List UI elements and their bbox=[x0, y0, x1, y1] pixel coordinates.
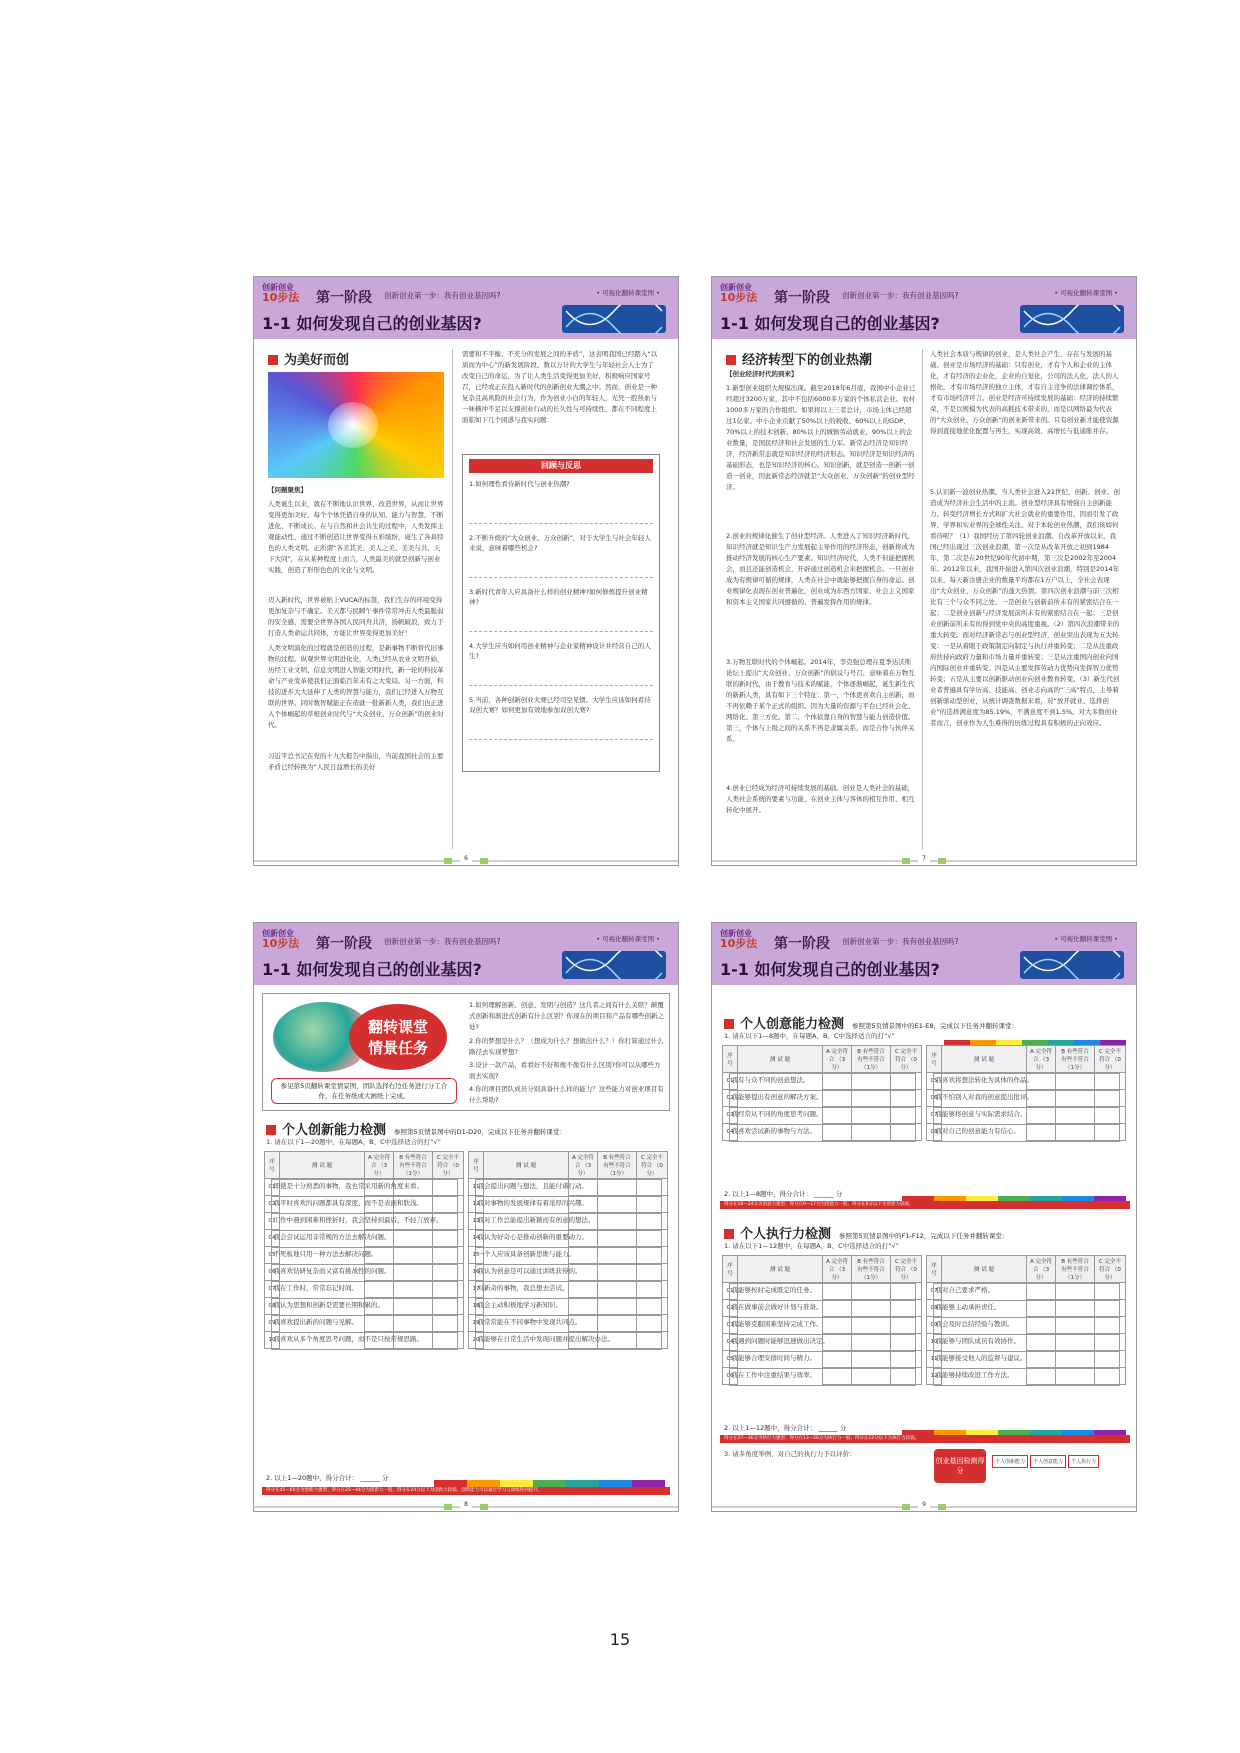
stage-subtitle: 创新创业第一步：我有创业基因吗? bbox=[384, 937, 501, 946]
table-row: 08 我认为思想和创新是需要长期积累的。 bbox=[265, 1298, 464, 1315]
stage-title: 第一阶段 bbox=[316, 936, 372, 952]
table-row: 01 我能够按时完成既定的任务。 bbox=[723, 1283, 922, 1300]
score-total: 2. 以上1—12题中，得分合计： ______ 分 bbox=[724, 1424, 847, 1432]
score-note: 得分在18—24分为创意力强型；得分在9—17分为创意力一般；得分在8分以下为创意力较弱。 bbox=[720, 1201, 1130, 1209]
table-row: 03 我经常从不同的角度思考问题。 bbox=[723, 1107, 922, 1124]
gene-score-formula: 个人创新能力 个人创意能力 个人执行力 bbox=[992, 1455, 1132, 1477]
evaluation-prompt: 3. 请多角度举例，对自己的执行力予以评价： bbox=[724, 1450, 856, 1458]
gene-score-badge: 创业基因检测得分 bbox=[934, 1449, 986, 1483]
table-row: 06 我在工作中注重结果与效率。 bbox=[723, 1368, 922, 1385]
page-header bbox=[712, 277, 1136, 339]
table-row: 09 我喜欢提出新的问题与见解。 bbox=[265, 1315, 464, 1332]
logo: 创新创业 10步法 bbox=[262, 283, 300, 304]
body-text: 3.万物互联时代的个体崛起。2014年，李克强总理在夏季达沃斯论坛上提出“大众创业、万众创新”的倡议与号召，意味着在万物互联的新时代，由于教育与技术的赋能，个体逐渐崛起，诞生新生代的新新人类，具有如下三个特征：第一，个体更喜欢自主创新，而不再依赖于某个正式的组织。因为大量的资源与平台已经社会化、网络化、第三方化。第二，个体依靠自身的智慧与能力创造价值。第三，个体与上级之间的关系不再是隶属关系，而是合作与伙伴关系。 bbox=[726, 658, 915, 743]
question-item: 2.不断升级的“大众创业、万众创新”，对于大学生与社会年轻人来说，意味着哪些机会? bbox=[469, 533, 653, 578]
chapter-title: 1-1 如何发现自己的创业基因? bbox=[720, 960, 940, 979]
body-text: 人类社会本质与规律的创业，是人类社会产生、存在与发展的基础。创业是市场经济的基础：只有创业，才有个人和企业的主体化，才有经济的企业化，企业的自觉化，公司的法人化，法人的人格化，才有市场经济的独立主体，才有自主竞争的法律调控体系，才有市场经济可言。创业是经济可持续发展的基础：经济的持续繁荣，不是以规模为代表的高耗技术带来的，而是以网络最为代表的“大众创业、万众创新”的创业新带来的。只有创业新才能使资源得到直接地优化配置与再生，实现高效、高增长与低通胀并存。 bbox=[930, 350, 1119, 435]
table-row: 20 我能够在日常生活中发现问题并提出解决办法。 bbox=[469, 1332, 668, 1349]
table-row: 13 我对工作总能提出新颖而有创意的想法。 bbox=[469, 1213, 668, 1230]
task-item: 4.你的项目团队成员分别具备什么样的能力？这些能力对创业项目有什么帮助? bbox=[469, 1085, 664, 1104]
dna-icon bbox=[1020, 305, 1124, 333]
task-banner: 翻转课堂 情景任务 bbox=[349, 1004, 447, 1070]
stage-subtitle: 创新创业第一步：我有创业基因吗? bbox=[384, 291, 501, 300]
table-row: 10 我喜欢从多个角度思考问题，而不是只按常规思路。 bbox=[265, 1332, 464, 1349]
reflection-box bbox=[462, 454, 660, 772]
color-scale-bar bbox=[944, 1033, 1130, 1041]
task-item: 2.你的梦想是什么？（想成为什么？想做出什么？）你打算通过什么路径去实现梦想? bbox=[469, 1037, 664, 1056]
table-row: 03 我能够克服困难坚持完成工作。 bbox=[723, 1317, 922, 1334]
table-row: 02 我能够提出有创意的解决方案。 bbox=[723, 1090, 922, 1107]
table-row: 12 我能够持续改进工作方法。 bbox=[927, 1368, 1126, 1385]
table-row: 15 一个人应该具备创新思维与能力。 bbox=[469, 1247, 668, 1264]
chapter-title: 1-1 如何发现自己的创业基因? bbox=[720, 314, 940, 333]
page-footer bbox=[254, 857, 678, 865]
table-row: 07 我对自己要求严格。 bbox=[927, 1283, 1126, 1300]
table-row: 11 我能够接受他人的监督与建议。 bbox=[927, 1351, 1126, 1368]
body-text: 迈入新时代，世界被贴上VUCA的标签，我们生存的环境变得更加复杂与不确定。美天都与民瞬午事件常常冲击人类最脆弱的安全感，需要全世界各国人民同舟共济，扬帆破浪，致力于打造人类命运共同体，方能让世界变得更加美好！ bbox=[268, 596, 444, 637]
table-row: 01 我有与众不同的创意想法。 bbox=[723, 1073, 922, 1090]
reflection-title: 回顾与反思 bbox=[469, 459, 653, 473]
stage-title: 第一阶段 bbox=[774, 290, 830, 306]
visual-tag: • 可视化翻转课堂图 • bbox=[596, 289, 660, 297]
page-header bbox=[254, 923, 678, 985]
question-item: 1.如何理性看待新时代与创业热潮? bbox=[469, 479, 653, 524]
table-row: 16 我认为创意是可以通过训练获得的。 bbox=[469, 1264, 668, 1281]
creativity-table-right: 序号 测 试 题 A 完全符合 （3分） B 有些符合 有些不符合 （1分） C 完全不符合 （0分） 05 我喜欢将想法转化为具体的作品。 06 我不怕别人对我的创意提出批评。 07 我能够将创意与实际需求结合。 08 我对自己的创意能力有信心。 bbox=[926, 1045, 1126, 1141]
score-note: 得分在45—60分为创新力强型；得分在25—44分为创新力一般；得分在24分以下为创新力较弱。创新能力可以通过学习与训练得到提升。 bbox=[262, 1487, 670, 1495]
page-footer bbox=[254, 1503, 678, 1511]
dna-icon bbox=[1020, 951, 1124, 979]
color-scale-bar bbox=[902, 1189, 1130, 1197]
table-row: 06 我喜欢钻研复杂而又富有挑战性的问题。 bbox=[265, 1264, 464, 1281]
table-row: 09 我会及时总结经验与教训。 bbox=[927, 1317, 1126, 1334]
table-row: 05 我喜欢将想法转化为具体的作品。 bbox=[927, 1073, 1126, 1090]
page-header bbox=[712, 923, 1136, 985]
column-divider bbox=[922, 349, 923, 849]
folio: 6 bbox=[460, 855, 472, 862]
table-row: 18 我会主动积极地学习新知识。 bbox=[469, 1298, 668, 1315]
question-item: 3.新时代青年人应具备什么样的创业精神?如何修炼提升创业精神? bbox=[469, 587, 653, 632]
page-header bbox=[254, 277, 678, 339]
body-text: 需要和不平衡、不充分的发展之间的矛盾”，这表明我国已经踏入“以质而为中心”的新发展阶段。数以万计的大学生与年轻社会人士为了改变自己的命运，为了让人类生活变得更加美好，积极响应国家号召，已经或正在投入新时代的创新创业大潮之中。然而，创业是一种复杂且高风险的社会行为，作为创业小白的年轻人，光凭一腔热血与一味横冲不足以支撑创业行动的长久性与可持续性，都在不同程度上面临如下几个困惑与我实问题： bbox=[462, 350, 658, 424]
chapter-title: 1-1 如何发现自己的创业基因? bbox=[262, 960, 482, 979]
table-row: 10 我能够与团队成员有效协作。 bbox=[927, 1334, 1126, 1351]
table-row: 05 我能够合理安排时间与精力。 bbox=[723, 1351, 922, 1368]
folio: 8 bbox=[460, 1501, 472, 1508]
table-row: 17 对新奇的事物，我总想去尝试。 bbox=[469, 1281, 668, 1298]
book-page-6 bbox=[253, 276, 679, 866]
book-page-9 bbox=[711, 922, 1137, 1512]
logo: 创新创业 10步法 bbox=[720, 929, 758, 950]
page-footer bbox=[712, 1503, 1136, 1511]
visual-tag: • 可视化翻转课堂图 • bbox=[596, 935, 660, 943]
stage-title: 第一阶段 bbox=[774, 936, 830, 952]
table-row: 04 我遇到问题时能够迅速做出决定。 bbox=[723, 1334, 922, 1351]
body-text: 1.新型创业组织大规模出现。截至2018年6月底，我国中小企业已经超过3200万家，其中不包括6000多万家的个体私营企业。农村1000多万家的合作组织。如果将以上三者总计，市场主体已经超过1亿家。中小企业贡献了50%以上的税收、60%以上的GDP、70%以上的技术创新、80%以上的城镇劳动就业、90%以上的企业数量，是国民经济和社会发展的生力军。新常态经济是知识经济，经济新常态就是知识经济的经济形态。知识经济是知识经济的基础形态，也是知识经济的核心。知识创新，就是创造一创新一创造一创业，因此新常态经济就是“大众创业、万众创新”的创业型经济。 bbox=[726, 384, 916, 491]
creativity-table-left: 序号 测 试 题 A 完全符合 （3分） B 有些符合 有些不符合 （1分） C 完全不符合 （0分） 01 我有与众不同的创意想法。 02 我能够提出有创意的解决方案。 03 我经常从不同的角度思考问题。 04 我喜欢尝试新的事物与方法。 bbox=[722, 1045, 922, 1141]
table-row: 03 工作中遇到困难和挫折时，我会坚持到最后，不轻言放弃。 bbox=[265, 1213, 464, 1230]
body-text: 4.创业已经成为经济可持续发展的基础。创业是人类社会的基础，人类社会系统的要素与功能，在创业主体与客体的相互作用、相互转化中展开。 bbox=[726, 784, 915, 814]
book-page-8 bbox=[253, 922, 679, 1512]
table-row: 04 我喜欢尝试新的事物与方法。 bbox=[723, 1124, 922, 1141]
visual-tag: • 可视化翻转课堂图 • bbox=[1054, 289, 1118, 297]
table-row: 07 我能够将创意与实际需求结合。 bbox=[927, 1107, 1126, 1124]
instruction: 1. 请在以下1—12题中，在每题A、B、C中选择适合的打“√” bbox=[724, 1242, 899, 1250]
table-row: 02 我平时喜欢的问题都具有深度，而不是表面和肤浅。 bbox=[265, 1196, 464, 1213]
score-note: 得分在27—36分为执行力强型；得分在13—26分为执行力一般；得分在12分以下为执行力较弱。 bbox=[720, 1435, 1130, 1443]
column-divider bbox=[452, 349, 453, 849]
book-page-7 bbox=[711, 276, 1137, 866]
page-footer bbox=[712, 857, 1136, 865]
chapter-title: 1-1 如何发现自己的创业基因? bbox=[262, 314, 482, 333]
task-item: 3.设计一款产品，看看好不好和像不像有什么区别?你可以从哪些方面去实现? bbox=[469, 1061, 661, 1080]
table-row: 02 我在做事前会做好计划与准备。 bbox=[723, 1300, 922, 1317]
stage-subtitle: 创新创业第一步：我有创业基因吗? bbox=[842, 291, 959, 300]
folio: 7 bbox=[918, 855, 930, 862]
table-row: 12 我对事物的发展规律有着浓厚的兴趣。 bbox=[469, 1196, 668, 1213]
table-row: 14 我认为好奇心是推动创新的重要动力。 bbox=[469, 1230, 668, 1247]
table-row: 08 我对自己的创意能力有信心。 bbox=[927, 1124, 1126, 1141]
table-row: 08 我能够主动承担责任。 bbox=[927, 1300, 1126, 1317]
table-row: 05 不死板地只用一种方法去解决问题。 bbox=[265, 1247, 464, 1264]
page-number: 15 bbox=[609, 1630, 631, 1649]
instruction: 1. 请在以下1—8题中，在每题A、B、C中选择适合的打“√” bbox=[724, 1032, 895, 1040]
test-table-left: 序号 测 试 题 A 完全符合 （3分） B 有些符合 有些不符合 （1分） C 完全不符合 （0分） 01 即使是十分熟悉的事物，我也常采用新的角度来看。 02 我平时喜欢的问题都具有深度，而不是表面和肤浅。 03 工作中遇到困难和挫折时，我会坚持到最后，不轻言放弃。 04 我会尝试运用非常规的方法去解决问题。 05 不死板地只用一种方法去解决问题。 06 我喜欢钻研复杂而又富有挑战性的问题。 07 我在工作时，常常忘记时间。 08 我认为思想和创新是需要长期积累的。 09 我喜欢提出新的问题与见解。 10 我喜欢从多个角度思考问题，而不是只按常规思路。 bbox=[264, 1151, 464, 1349]
spiral-image bbox=[268, 372, 444, 478]
score-total: 2. 以上1—20题中，得分合计： ______ 分 bbox=[266, 1474, 389, 1482]
instruction: 1. 请在以下1—20题中，在每题A、B、C中选择适合的打“√” bbox=[266, 1138, 441, 1146]
table-row: 11 我会提出问题与想法，且能付诸行动。 bbox=[469, 1179, 668, 1196]
stage-subtitle: 创新创业第一步：我有创业基因吗? bbox=[842, 937, 959, 946]
body-text: 2.创业的规律化催生了创业型经济。人类进入了知识经济新时代，知识经济就是知识生产力发展起主导作用的经济形态，创新将成为推动经济发展的核心生产要素。知识经济时代，人类不但能把握机会，而且还能创造机会，开辟通过创造机会来把握机会。一旦创业成为有规律可循的规律，人类在社会中就能够把握自身的命运。创业规律化表现在创业普遍化，创业成为东西方国家、社会主义国家和资本主义国家共同遵循的、普遍发挥作用的规律。 bbox=[726, 532, 915, 606]
execution-table-right: 序号 测 试 题 A 完全符合 （3分） B 有些符合 有些不符合 （1分） C 完全不符合 （0分） 07 我对自己要求严格。 08 我能够主动承担责任。 09 我会及时总结经验与教训。 10 我能够与团队成员有效协作。 11 我能够接受他人的监督与建议。 12 我能够持续改进工作方法。 bbox=[926, 1255, 1126, 1385]
test-table-right: 序号 测 试 题 A 完全符合 （3分） B 有些符合 有些不符合 （1分） C 完全不符合 （0分） 11 我会提出问题与想法，且能付诸行动。 12 我对事物的发展规律有着浓厚的兴趣。 13 我对工作总能提出新颖而有创意的想法。 14 我认为好奇心是推动创新的重要动力。 15 一个人应该具备创新思维与能力。 16 我认为创意是可以通过训练获得的。 17 对新奇的事物，我总想去尝试。 18 我会主动积极地学习新知识。 19 我常常能在不同事物中发现共同点。 20 我能够在日常生活中发现问题并提出解决办法。 bbox=[468, 1151, 668, 1349]
body-text: 人类诞生以来，就在不断地认识世界、改造世界，从而让世界变得更加美好。每个个体凭借自身的认知、能力与智慧，不断进化、不断成长。在与自然和社会共生的过程中，人类发挥主观能动性，通过不断创造让世界变得五彩缤纷，诞生了各具特色的人类文明。正所谓“各美其美、美人之美、美美与共、天下大同”，在从某种程度上而言，人类最美的就是创新与创业实践，创造了形形色色的文化与文明。 bbox=[268, 500, 444, 574]
body-text: 习近平总书记在党的十九大报告中指出，当前我国社会的主要矛盾已经转换为“人民日益增长的美好 bbox=[268, 752, 444, 771]
table-row: 04 我会尝试运用非常规的方法去解决问题。 bbox=[265, 1230, 464, 1247]
logo: 创新创业 10步法 bbox=[262, 929, 300, 950]
execution-table-left: 序号 测 试 题 A 完全符合 （3分） B 有些符合 有些不符合 （1分） C 完全不符合 （0分） 01 我能够按时完成既定的任务。 02 我在做事前会做好计划与准备。 03 我能够克服困难坚持完成工作。 04 我遇到问题时能够迅速做出决定。 05 我能够合理安排时间与精力。 06 我在工作中注重结果与效率。 bbox=[722, 1255, 922, 1385]
visual-tag: • 可视化翻转课堂图 • bbox=[1054, 935, 1118, 943]
bracket-label: 【创业经济时代的到来】 bbox=[726, 370, 798, 378]
section-heading: 个人创意能力检测 参照第5页情景图中的E1-E8，完成以下任务并翻转课堂： bbox=[724, 1013, 1018, 1032]
body-text: 5.认识新一波创业热潮。当人类社会进入21世纪，创新、创业、创造成为经济社会生活中的主流。创业型经济具有增强自主创新能力、转变经济增长方式和扩大社会就业的重要作用，因而引发了政界、学界和实业界的全球性关注。对于本轮创业热潮，我们该如何看待呢？（1）我国经历了第四轮创业浪潮。自改革开放以来，我国已经出现过三次创业浪潮，第一次是从改革开放之初到1984年，第二次是在20世纪90年代初中期，第三次是2002年至2004年。2012年以来，我国开始进入第四次创业浪潮，特别是2014年以来，每天新注册企业的数量平均都在1万户以上，全社会表现出“大众创业、万众创新”的蓬大热情。第四次创业浪潮与前三次相比有三个与众不同之处，一是创业与创新前所未有的紧密结合在一起；二是创业创新与经济发展前所未有的紧密结合在一起；三是创业创新前所未有的得到党中央的高度重视。（2）第四次浪潮带来的重大转变。面对经济新常态与创业型经济，创业突出表现为五大转变：一是从着眼于政策制定向制定与执行并重转变；二是从注重政府扶持向政府力量和市场力量并重转变；三是从注重国内创业向国内国际创业并重转变；四是从主要发挥劳动力优势向发挥智力优势转变；五是从主要以创新驱动创业向创业教育转变。（3）新生代创业者普遍具有学历高、技能高、创业志向高的“三高”特点，主导着创新驱动型创业，从统计调查数据来看，对“放开就业、选择创业”的选择满意度为85.19%，不满意度不到1.5%。对大多数创业者而言，创业作为人生难得的历练过程具有积极的正向效应。 bbox=[930, 488, 1120, 727]
score-total: 2. 以上1—8题中，得分合计： ______ 分 bbox=[724, 1190, 843, 1198]
dna-icon bbox=[562, 305, 666, 333]
section-heading: 为美好而创 bbox=[268, 349, 349, 368]
body-text: 人类文明演化的过程就是创造的过程，是新事物不断替代旧事物的过程。纵观世界文明进化史，人类已经从农业文明开始，历经工业文明、信息文明进入智能文明时代，新一轮的科技革命与产业变革使我们正面临百年未有之大变局。另一方面，科技的进步大大延伸了人类的智慧与能力，我们已经进入万物互联的世界。同时数智赋能正在造就一批新新人类，我们也正进入个体崛起的草根创业时代与“大众创业、万众创新”的创业时代。 bbox=[268, 644, 444, 729]
logo: 创新创业 10步法 bbox=[720, 283, 758, 304]
table-row: 01 即使是十分熟悉的事物，我也常采用新的角度来看。 bbox=[265, 1179, 464, 1196]
banner-note: 参见第5页翻转课堂情景图，团队选择右边任务进行分工合作，在任务纸或大画纸上完成。 bbox=[271, 1078, 457, 1104]
color-scale-bar bbox=[434, 1473, 666, 1481]
flip-classroom-panel bbox=[262, 993, 670, 1111]
table-row: 07 我在工作时，常常忘记时间。 bbox=[265, 1281, 464, 1298]
table-row: 06 我不怕别人对我的创意提出批评。 bbox=[927, 1090, 1126, 1107]
dna-icon bbox=[562, 951, 666, 979]
table-row: 19 我常常能在不同事物中发现共同点。 bbox=[469, 1315, 668, 1332]
section-heading: 经济转型下的创业热潮 bbox=[726, 349, 872, 368]
folio: 9 bbox=[918, 1501, 930, 1508]
question-item: 5.当前，各种创新创业大赛已经司空见惯。大学生应该如何看待双创大赛？如何更加有效地参加双创大赛? bbox=[469, 695, 653, 740]
bracket-label: 【问题聚焦】 bbox=[268, 486, 307, 494]
section-heading: 个人执行力检测 参照第5页情景图中的F1-F12，完成以下任务并翻转课堂： bbox=[724, 1223, 1008, 1242]
stage-title: 第一阶段 bbox=[316, 290, 372, 306]
task-item: 1.如何理解创新、创意、发明与创造？这几者之间有什么关联？颠覆式创新和渐进式创新有什么区别？你现在的项目和产品有哪些创新之处? bbox=[469, 1001, 664, 1031]
color-scale-bar bbox=[902, 1423, 1130, 1431]
section-heading: 个人创新能力检测 参照第5页情景图中的D1-D20，完成以下任务并翻转课堂： bbox=[266, 1119, 566, 1138]
question-item: 4.大学生应当如何用创业精神与企业家精神设计并经营自己的人生? bbox=[469, 641, 653, 686]
